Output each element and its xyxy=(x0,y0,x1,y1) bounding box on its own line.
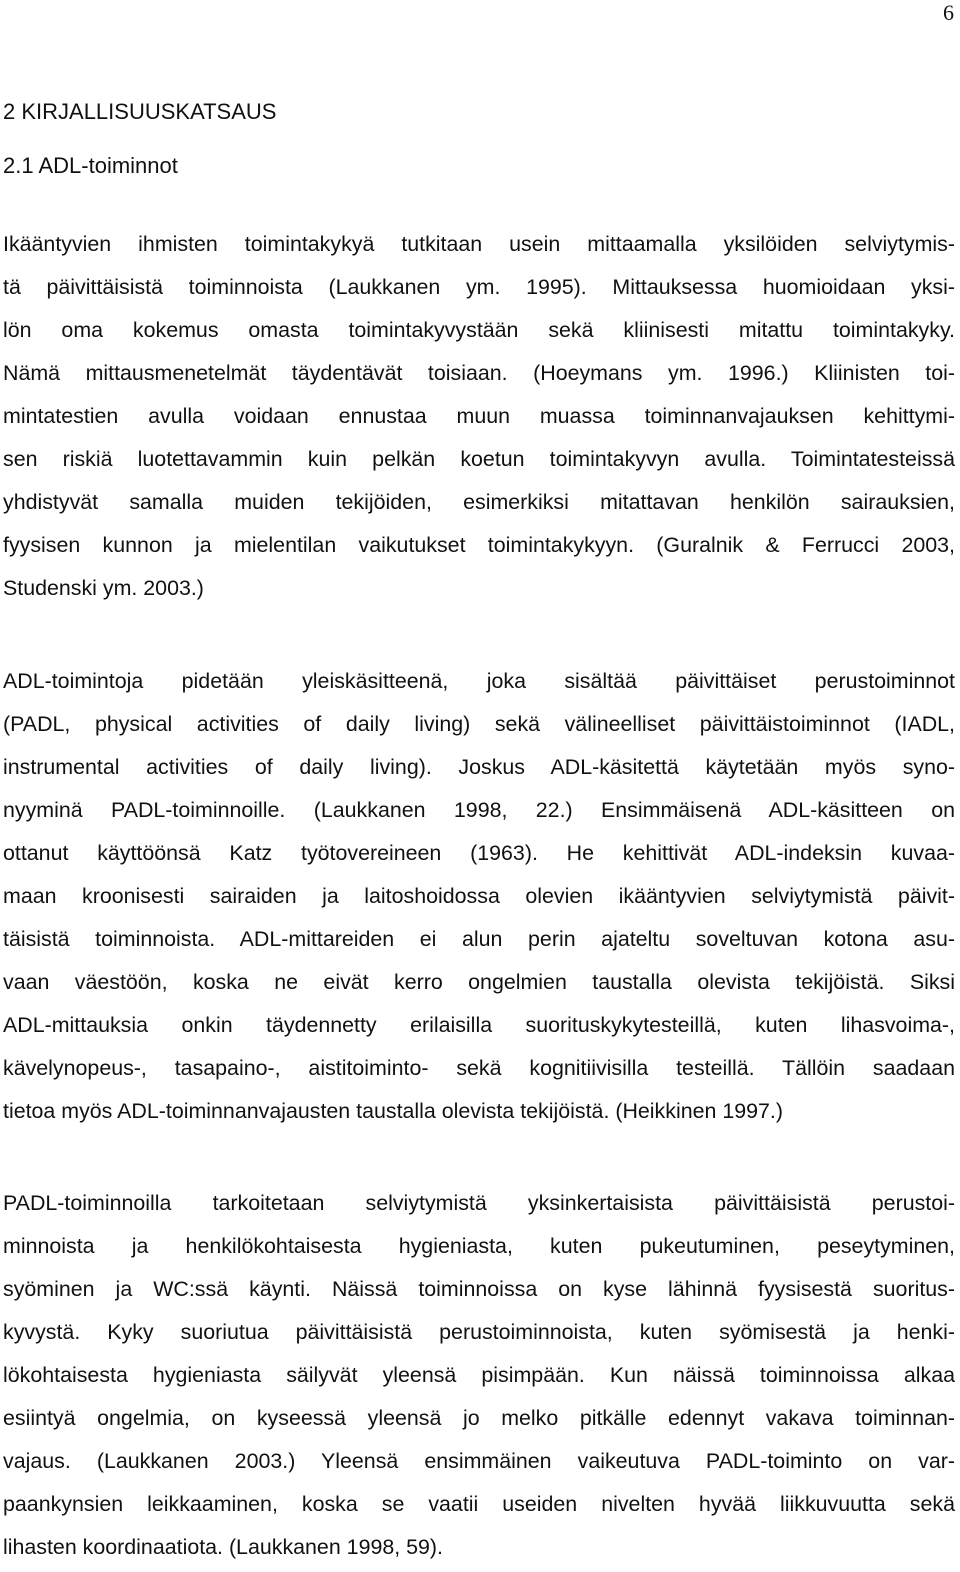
chapter-heading: 2 KIRJALLISUUSKATSAUS xyxy=(3,99,277,124)
paragraph-line: kyvystä. Kyky suoriutua päivittäisistä perustoiminnoista, kuten syömisestä ja henki- xyxy=(3,1320,955,1344)
paragraph-line: mintatestien avulla voidaan ennustaa muun muassa toiminnanvajauksen kehittymi- xyxy=(3,404,955,428)
paragraph-line: kävelynopeus-, tasapaino-, aistitoiminto- sekä kognitiivisilla testeillä. Tällöin saadaan xyxy=(3,1056,955,1080)
paragraph-line: tä päivittäisistä toiminnoista (Laukkanen ym. 1995). Mittauksessa huomioidaan yksi- xyxy=(3,275,955,299)
paragraph-line: lön oma kokemus omasta toimintakyvystään sekä kliinisesti mitattu toimintakyky. xyxy=(3,318,955,342)
section-heading: 2.1 ADL-toiminnot xyxy=(3,153,178,178)
paragraph-line: tietoa myös ADL-toiminnanvajausten taustalla olevista tekijöistä. (Heikkinen 1997.) xyxy=(3,1099,783,1123)
paragraph-line: paankynsien leikkaaminen, koska se vaatii useiden nivelten hyvää liikkuvuutta sekä xyxy=(3,1492,955,1516)
paragraph-line: lökohtaisesta hygieniasta säilyvät yleensä pisimpään. Kun näissä toiminnoissa alkaa xyxy=(3,1363,955,1387)
paragraph-line: esiintyä ongelmia, on kyseessä yleensä jo melko pitkälle edennyt vakava toiminnan- xyxy=(3,1406,955,1430)
paragraph-line: yhdistyvät samalla muiden tekijöiden, esimerkiksi mitattavan henkilön sairauksien, xyxy=(3,490,955,514)
paragraph-line: minnoista ja henkilökohtaisesta hygieniasta, kuten pukeutuminen, peseytyminen, xyxy=(3,1234,955,1258)
paragraph-line: instrumental activities of daily living). Joskus ADL-käsitettä käytetään myös syno- xyxy=(3,755,955,779)
paragraph-line: Nämä mittausmenetelmät täydentävät toisiaan. (Hoeymans ym. 1996.) Kliinisten toi- xyxy=(3,361,955,385)
paragraph-line: vaan väestöön, koska ne eivät kerro ongelmien taustalla olevista tekijöistä. Siksi xyxy=(3,970,955,994)
page-number: 6 xyxy=(943,0,954,25)
paragraph-line: (PADL, physical activities of daily living) sekä välineelliset päivittäistoiminnot (IADL, xyxy=(3,712,955,736)
paragraph-line: sen riskiä luotettavammin kuin pelkän koetun toimintakyvyn avulla. Toimintatesteissä xyxy=(3,447,955,471)
paragraph-line: Ikääntyvien ihmisten toimintakykyä tutkitaan usein mittaamalla yksilöiden selviytymis- xyxy=(3,232,955,256)
paragraph-line: lihasten koordinaatiota. (Laukkanen 1998, 59). xyxy=(3,1535,444,1559)
paragraph-line: maan kroonisesti sairaiden ja laitoshoidossa olevien ikääntyvien selviytymistä päivit- xyxy=(3,884,955,908)
paragraph-line: vajaus. (Laukkanen 2003.) Yleensä ensimmäinen vaikeutuva PADL-toiminto on var- xyxy=(3,1449,955,1473)
paragraph-line: nyyminä PADL-toiminnoille. (Laukkanen 1998, 22.) Ensimmäisenä ADL-käsitteen on xyxy=(3,798,955,822)
paragraph-line: täisistä toiminnoista. ADL-mittareiden ei alun perin ajateltu soveltuvan kotona asu- xyxy=(3,927,955,951)
paragraph-line: Studenski ym. 2003.) xyxy=(3,576,204,600)
paragraph-line: PADL-toiminnoilla tarkoitetaan selviytymistä yksinkertaisista päivittäisistä perustoi- xyxy=(3,1191,955,1215)
paragraph-line: ADL-toimintoja pidetään yleiskäsitteenä, joka sisältää päivittäiset perustoiminnot xyxy=(3,669,955,693)
paragraph-line: fyysisen kunnon ja mielentilan vaikutukset toimintakykyyn. (Guralnik & Ferrucci 2003, xyxy=(3,533,955,557)
paragraph-line: syöminen ja WC:ssä käynti. Näissä toiminnoissa on kyse lähinnä fyysisestä suoritus- xyxy=(3,1277,955,1301)
paragraph-line: ottanut käyttöönsä Katz työtovereineen (1963). He kehittivät ADL-indeksin kuvaa- xyxy=(3,841,955,865)
paragraph-line: ADL-mittauksia onkin täydennetty erilaisilla suorituskykytesteillä, kuten lihasvoima-, xyxy=(3,1013,955,1037)
